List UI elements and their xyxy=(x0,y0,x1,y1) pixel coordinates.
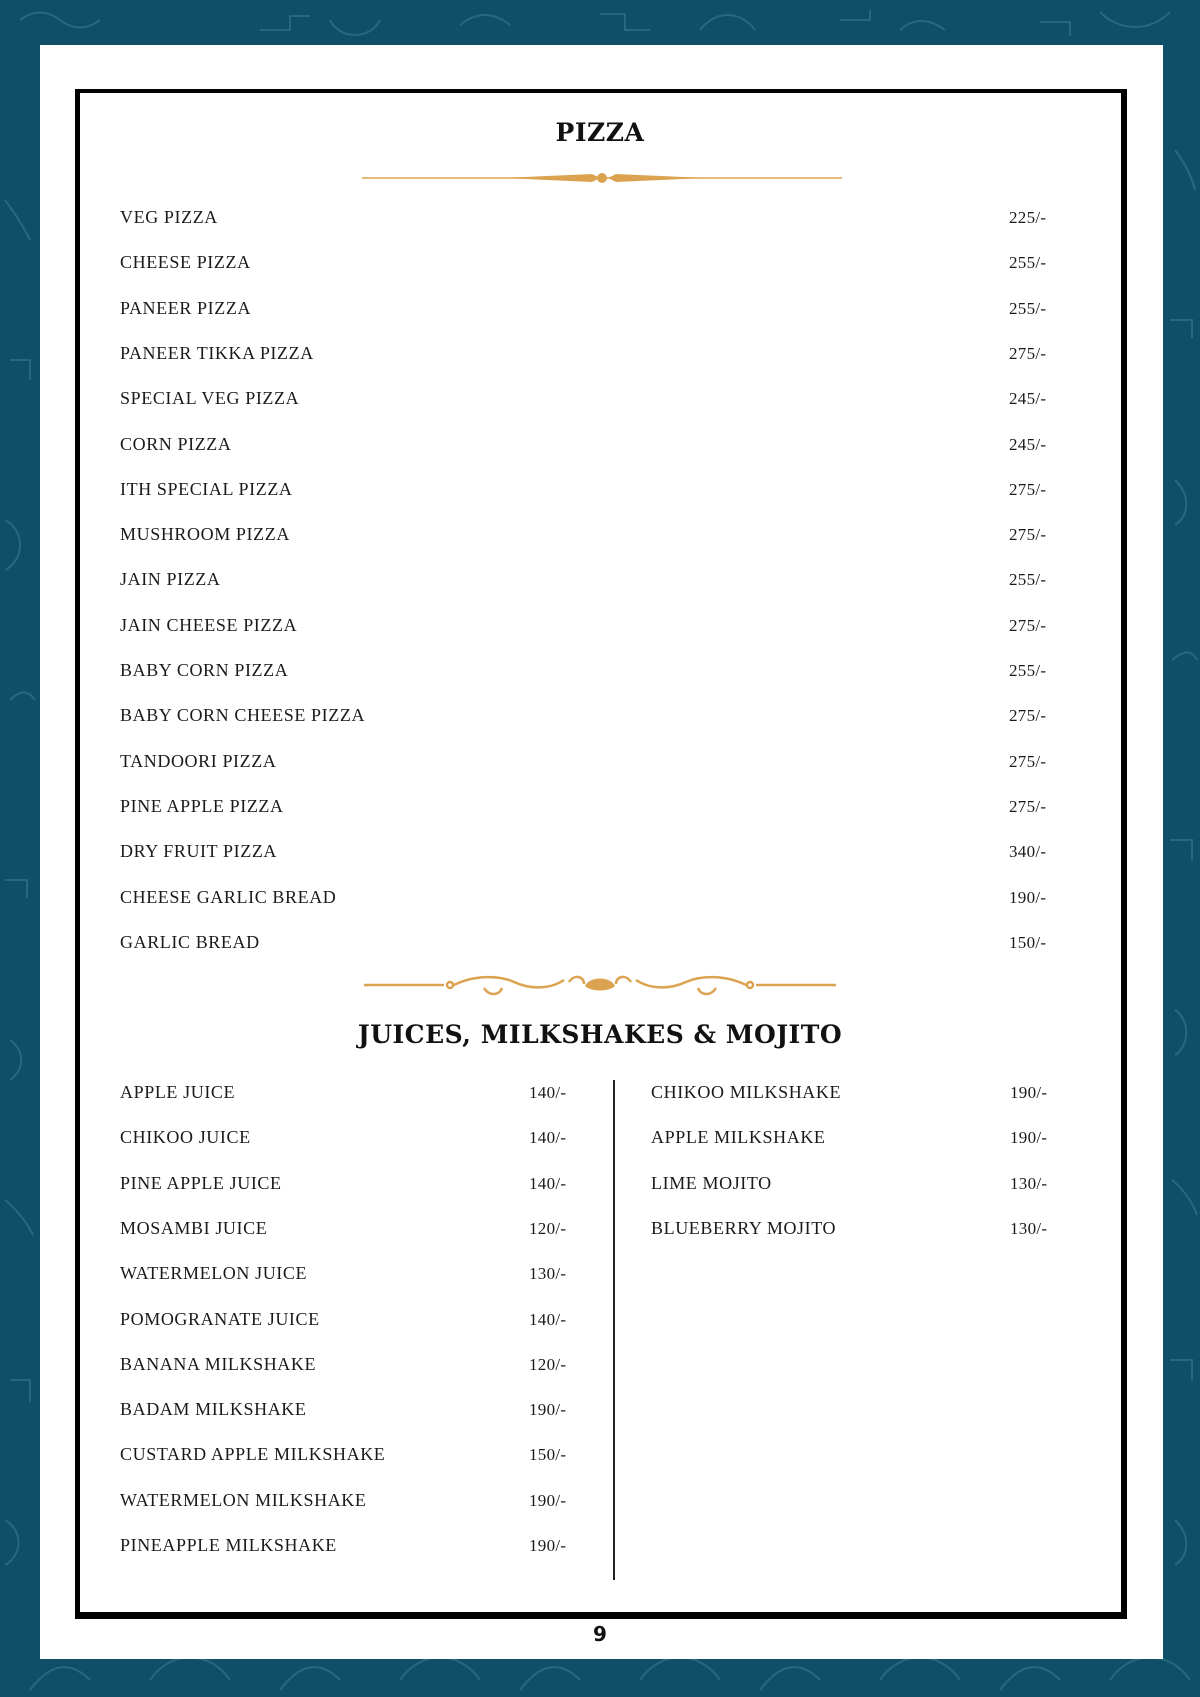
menu-item-price: 190/- xyxy=(1010,1083,1048,1102)
menu-item-price: 255/- xyxy=(1009,661,1047,680)
menu-item-price: 275/- xyxy=(1009,343,1047,363)
menu-item-price: 255/- xyxy=(1009,298,1047,318)
menu-item-name: GARLIC BREAD xyxy=(120,931,260,952)
menu-item-price: 140/- xyxy=(529,1173,567,1193)
menu-item-price: 255/- xyxy=(1009,253,1047,273)
menu-item-price: 190/- xyxy=(529,1400,567,1420)
menu-item-price: 120/- xyxy=(529,1354,567,1374)
menu-item-name: POMOGRANATE JUICE xyxy=(120,1308,320,1329)
menu-item-name: PINEAPPLE MILKSHAKE xyxy=(120,1535,337,1555)
menu-item-name: APPLE JUICE xyxy=(120,1082,236,1102)
menu-item-price: 130/- xyxy=(529,1264,567,1284)
menu-item-price: 255/- xyxy=(1009,570,1047,590)
ornamental-divider-icon xyxy=(364,970,836,1000)
menu-item-name: PANEER PIZZA xyxy=(120,297,252,318)
menu-item-price: 140/- xyxy=(529,1083,567,1102)
gold-divider-icon xyxy=(362,168,842,188)
menu-item-name: CORN PIZZA xyxy=(120,433,232,454)
menu-item-price: 190/- xyxy=(529,1490,567,1510)
menu-item-price: 275/- xyxy=(1009,796,1047,816)
menu-item-name: MUSHROOM PIZZA xyxy=(120,524,290,545)
page-number: 9 xyxy=(593,1622,607,1646)
menu-item-price: 190/- xyxy=(529,1536,567,1555)
section-title-juices: JUICES, MILKSHAKES & MOJITO xyxy=(357,1020,843,1049)
column-divider xyxy=(613,1080,615,1580)
menu-item-price: 275/- xyxy=(1009,751,1047,771)
menu-item-name: BABY CORN PIZZA xyxy=(120,660,289,680)
menu-item-price: 140/- xyxy=(529,1309,567,1329)
menu-item-price: 150/- xyxy=(529,1445,567,1465)
menu-item-name: LIME MOJITO xyxy=(651,1172,772,1193)
menu-item-price: 120/- xyxy=(529,1218,567,1238)
menu-item-price: 190/- xyxy=(1010,1128,1048,1148)
menu-item-name: WATERMELON MILKSHAKE xyxy=(120,1489,367,1510)
menu-item-price: 275/- xyxy=(1009,479,1047,499)
menu-item-name: BABY CORN CHEESE PIZZA xyxy=(120,705,366,726)
menu-item-name: CHEESE PIZZA xyxy=(120,252,251,273)
menu-item-price: 245/- xyxy=(1009,389,1047,409)
menu-item-name: CHIKOO JUICE xyxy=(120,1127,251,1148)
menu-item-name: TANDOORI PIZZA xyxy=(120,750,277,771)
menu-item-name: SPECIAL VEG PIZZA xyxy=(120,388,300,409)
menu-item-price: 130/- xyxy=(1010,1218,1048,1238)
menu-item-price: 245/- xyxy=(1009,434,1047,454)
menu-item-name: CHIKOO MILKSHAKE xyxy=(651,1082,842,1102)
menu-item-price: 225/- xyxy=(1009,208,1047,227)
menu-item-price: 275/- xyxy=(1009,706,1047,726)
menu-item-name: DRY FRUIT PIZZA xyxy=(120,841,278,862)
menu-item-name: BADAM MILKSHAKE xyxy=(120,1399,307,1420)
menu-item-name: ITH SPECIAL PIZZA xyxy=(120,478,293,499)
menu-item-name: PANEER TIKKA PIZZA xyxy=(120,342,314,363)
menu-item-price: 275/- xyxy=(1009,615,1047,635)
menu-item-price: 130/- xyxy=(1010,1173,1048,1193)
menu-item-name: APPLE MILKSHAKE xyxy=(651,1127,826,1148)
menu-item-name: PINE APPLE PIZZA xyxy=(120,795,284,816)
menu-item-name: PINE APPLE JUICE xyxy=(120,1172,282,1193)
menu-item-price: 275/- xyxy=(1009,525,1047,545)
menu-item-price: 150/- xyxy=(1009,932,1047,952)
menu-item-name: JAIN PIZZA xyxy=(120,569,221,590)
menu-item-name: BANANA MILKSHAKE xyxy=(120,1353,317,1374)
menu-item-price: 340/- xyxy=(1009,842,1047,862)
menu-item-name: WATERMELON JUICE xyxy=(120,1263,308,1284)
menu-item-name: BLUEBERRY MOJITO xyxy=(651,1217,837,1238)
menu-item-name: CUSTARD APPLE MILKSHAKE xyxy=(120,1444,386,1465)
menu-item-name: CHEESE GARLIC BREAD xyxy=(120,886,337,907)
menu-item-price: 140/- xyxy=(529,1128,567,1148)
section-title-pizza: PIZZA xyxy=(555,118,645,147)
menu-item-name: JAIN CHEESE PIZZA xyxy=(120,614,298,635)
menu-item-name: MOSAMBI JUICE xyxy=(120,1217,268,1238)
menu-item-name: VEG PIZZA xyxy=(120,207,218,227)
menu-item-price: 190/- xyxy=(1009,887,1047,907)
